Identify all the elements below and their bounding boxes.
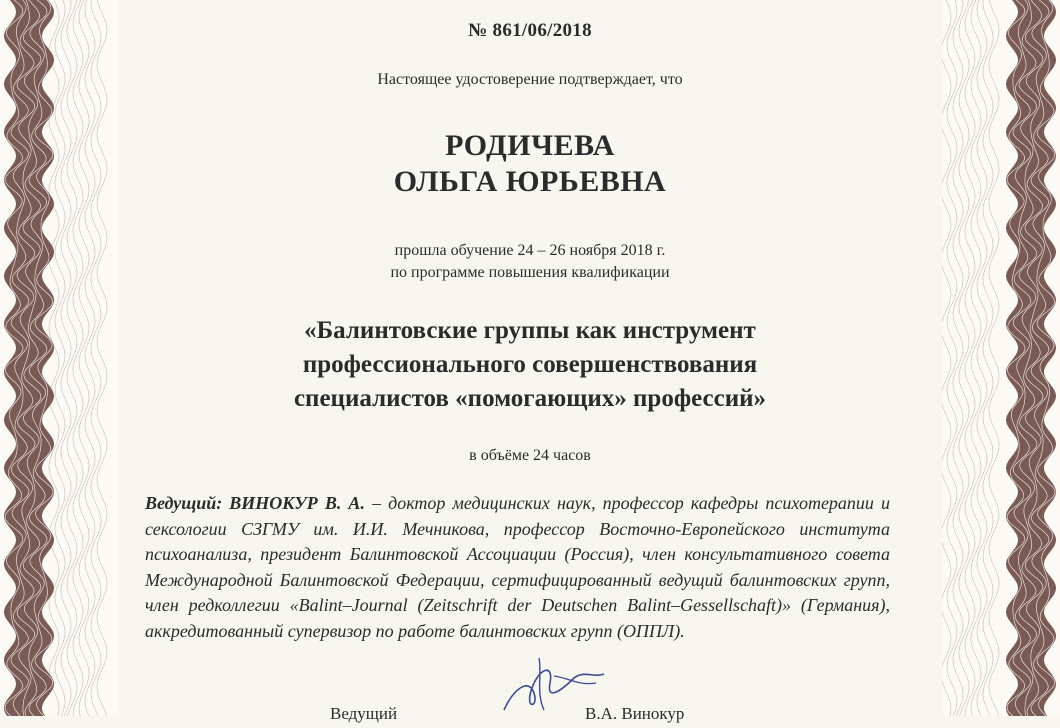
program-title <box>118 314 942 416</box>
course-volume: в объёме 24 часов <box>469 447 591 464</box>
confirmation-text: Настоящее удостоверение подтверждает, что <box>377 71 683 88</box>
border-band <box>1006 0 1056 716</box>
leader-name: Ведущий: ВИНОКУР В. А. <box>145 493 365 513</box>
guilloche-line <box>73 0 83 716</box>
guilloche-line <box>953 0 963 716</box>
guilloche-line <box>965 0 975 716</box>
signature-name: В.А. Винокур <box>585 704 685 723</box>
certificate-number: № 861/06/2018 <box>468 20 592 41</box>
recipient-surname: РОДИЧЕВА <box>445 129 615 162</box>
recipient-name <box>118 128 942 200</box>
training-program-type: по программе повышения квалификации <box>390 264 670 281</box>
program-title-line-2: профессионального совершенствования <box>302 351 758 378</box>
signature-label: Ведущий <box>330 704 398 723</box>
leader-description <box>145 491 890 644</box>
program-title-line-1: «Балинтовские группы как инструмент <box>304 317 756 344</box>
training-dates: прошла обучение 24 – 26 ноября 2018 г. <box>394 242 666 259</box>
guilloche-line <box>55 0 65 716</box>
guilloche-line <box>61 0 71 716</box>
guilloche-border-left <box>0 0 118 716</box>
guilloche-line <box>97 0 107 716</box>
leader-credentials: – доктор медицинских наук, профессор кафедры психотерапии и сексологии СЗГМУ им. И.И. Мечникова, профессор Восточно-Европейского института психоанализа, президент Балинтовской Ассоциации (Россия), член консультативного совета Международной Балинтовской Федерации, сертифицированный ведущий балинтовских групп, член редколлегии «Balint–Journal (Zeitschrift der Deutschen Balint–Gessellschaft)» (Германия), аккредитованный супервизор по работе балинтовских групп (ОППЛ). <box>145 493 890 641</box>
certificate-body <box>118 0 942 723</box>
program-title-line-3: специалистов «помогающих» профессий» <box>293 385 767 412</box>
guilloche-line <box>85 0 95 716</box>
guilloche-line <box>942 0 951 716</box>
guilloche-line <box>977 0 987 716</box>
border-band <box>4 0 54 716</box>
training-info <box>118 240 942 284</box>
guilloche-border-right <box>942 0 1060 716</box>
guilloche-line <box>79 0 89 716</box>
recipient-given-names: ОЛЬГА ЮРЬЕВНА <box>393 165 667 198</box>
signature-row <box>118 698 942 728</box>
guilloche-line <box>989 0 999 716</box>
guilloche-line <box>971 0 981 716</box>
guilloche-line <box>947 0 957 716</box>
